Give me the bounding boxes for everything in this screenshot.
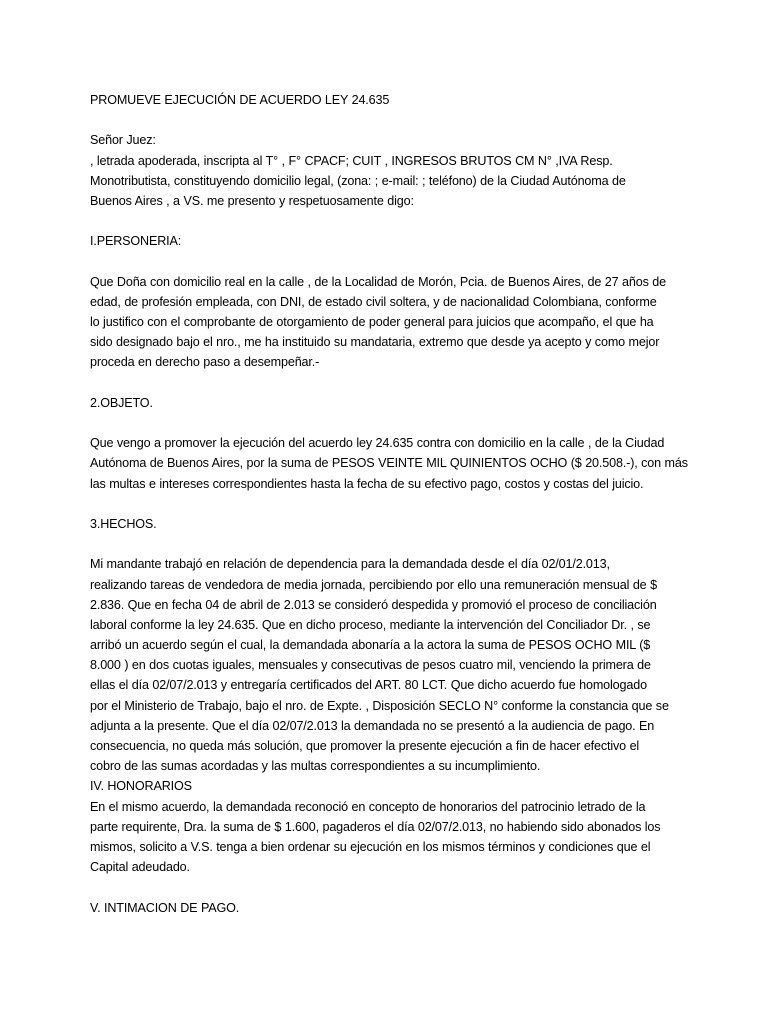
paragraph-line: edad, de profesión empleada, con DNI, de estado civil soltera, y de nacionalidad Colombiana, conforme <box>90 294 657 309</box>
spacer <box>90 252 690 272</box>
spacer <box>90 211 690 231</box>
paragraph-line: 2.836. Que en fecha 04 de abril de 2.013 se consideró despedida y promovió el proceso de conciliación <box>90 597 657 612</box>
paragraph-line: ellas el día 02/07/2.013 y entregaría certificados del ART. 80 LCT. Que dicho acuerdo fue homologado <box>90 678 647 693</box>
section-heading-objeto: 2.OBJETO. <box>90 395 153 410</box>
greeting-block <box>90 130 690 211</box>
honorarios-paragraph <box>90 797 690 878</box>
paragraph-line: proceda en derecho paso a desempeñar.- <box>90 355 320 370</box>
paragraph-line: laboral conforme la ley 24.635. Que en dicho proceso, mediante la intervención del Conciliador Dr. , se <box>90 617 651 632</box>
paragraph-line: por el Ministerio de Trabajo, bajo el nro. de Expte. , Disposición SECLO N° conforme la constancia que se <box>90 698 669 713</box>
section-heading-intimacion: V. INTIMACION DE PAGO. <box>90 900 240 915</box>
paragraph-line: 8.000 ) en dos cuotas iguales, mensuales y consecutivas de pesos cuatro mil, venciendo la primera de <box>90 658 651 673</box>
spacer <box>90 110 690 130</box>
paragraph-line: realizando tareas de vendedora de media jornada, percibiendo por ello una remuneración mensual de $ <box>90 577 657 592</box>
paragraph-line: mismos, solicito a V.S. tenga a bien ordenar su ejecución en los mismos términos y condiciones que el <box>90 839 651 854</box>
greeting-line: Señor Juez: <box>90 133 156 148</box>
section-heading-honorarios: IV. HONORARIOS <box>90 779 192 794</box>
paragraph-line: Capital adeudado. <box>90 860 190 875</box>
paragraph-line: sido designado bajo el nro., me ha instituido su mandataria, extremo que desde ya acepto y como mejor <box>90 335 660 350</box>
document-body <box>90 90 690 918</box>
paragraph-line: En el mismo acuerdo, la demandada reconoció en concepto de honorarios del patrocinio letrado de la <box>90 799 646 814</box>
spacer <box>90 413 690 433</box>
objeto-paragraph <box>90 433 690 494</box>
paragraph-line: arribó un acuerdo según el cual, la demandada abonaría a la actora la suma de PESOS OCHO MIL ($ <box>90 638 651 653</box>
spacer <box>90 534 690 554</box>
paragraph-line: lo justifico con el comprobante de otorgamiento de poder general para juicios que acompaño, el que ha <box>90 315 654 330</box>
spacer <box>90 877 690 897</box>
paragraph-line: Mi mandante trabajó en relación de dependencia para la demandada desde el día 02/01/2.013, <box>90 557 610 572</box>
greeting-line: , letrada apoderada, inscripta al T° , F° CPACF; CUIT , INGRESOS BRUTOS CM N° ,IVA Resp. <box>90 153 613 168</box>
paragraph-line: Que vengo a promover la ejecución del acuerdo ley 24.635 contra con domicilio en la calle , de la Ciudad <box>90 436 665 451</box>
paragraph-line: cobro de las sumas acordadas y las multas correspondientes a su incumplimiento. <box>90 759 541 774</box>
paragraph-line: las multas e intereses correspondientes hasta la fecha de su efectivo pago, costos y costas del juicio. <box>90 476 644 491</box>
paragraph-line: consecuencia, no queda más solución, que promover la presente ejecución a fin de hacer efectivo el <box>90 739 640 753</box>
document-title: PROMUEVE EJECUCIÓN DE ACUERDO LEY 24.635 <box>90 93 390 107</box>
greeting-line: Buenos Aires , a VS. me presento y respetuosamente digo: <box>90 193 414 208</box>
paragraph-line: Autónoma de Buenos Aires, por la suma de PESOS VEINTE MIL QUINIENTOS OCHO ($ 20.508.-), con más <box>90 456 688 471</box>
spacer <box>90 494 690 514</box>
spacer <box>90 373 690 393</box>
paragraph-line: Que Doña con domicilio real en la calle , de la Localidad de Morón, Pcia. de Buenos Aires, de 27 años de <box>90 274 666 289</box>
section-heading-personeria: I.PERSONERIA: <box>90 234 182 249</box>
paragraph-line: adjunta a la presente. Que el día 02/07/2.013 la demandada no se presentó a la audiencia de pago. En <box>90 718 655 733</box>
paragraph-line: parte requirente, Dra. la suma de $ 1.600, pagaderos el día 02/07/2.013, no habiendo sido abonados los <box>90 819 661 834</box>
greeting-line: Monotributista, constituyendo domicilio legal, (zona: ; e-mail: ; teléfono) de la Ciudad Autónoma de <box>90 173 626 188</box>
personeria-paragraph <box>90 272 690 373</box>
hechos-paragraph <box>90 554 690 776</box>
section-heading-hechos: 3.HECHOS. <box>90 516 157 531</box>
